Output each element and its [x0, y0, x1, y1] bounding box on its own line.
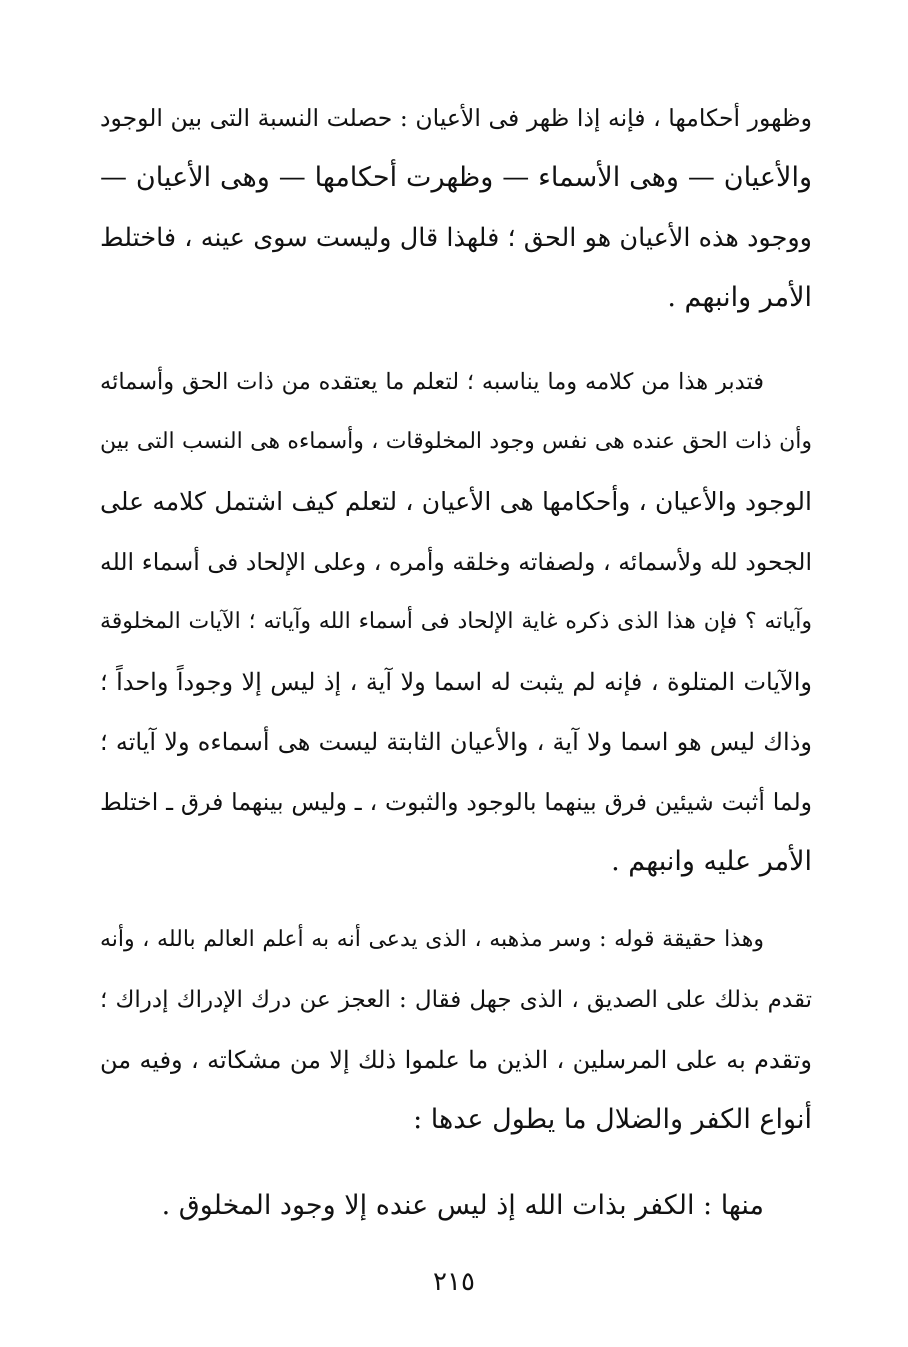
- text-line: وذاك ليس هو اسما ولا آية ، والأعيان الثابتة ليست هى أسماءه ولا آياته ؛: [100, 728, 812, 756]
- text-line: ووجود هذه الأعيان هو الحق ؛ فلهذا قال وليست سوى عينه ، فاختلط: [100, 223, 812, 253]
- text-line: والأعيان — وهى الأسماء — وظهرت أحكامها — وهى الأعيان —: [100, 162, 812, 193]
- paragraph-2: [100, 352, 812, 892]
- text-line: أنواع الكفر والضلال ما يطول عدها :: [413, 1104, 812, 1135]
- page-number: ٢١٥: [433, 1267, 475, 1297]
- text-line: ولما أثبت شيئين فرق بينهما بالوجود والثبوت ، ـ وليس بينهما فرق ـ اختلط: [100, 788, 812, 816]
- text-line: وهذا حقيقة قوله : وسر مذهبه ، الذى يدعى أنه به أعلم العالم بالله ، وأنه: [100, 927, 764, 952]
- text-line: وظهور أحكامها ، فإنه إذا ظهر فى الأعيان : حصلت النسبة التى بين الوجود: [100, 104, 812, 132]
- text-line: وتقدم به على المرسلين ، الذين ما علموا ذلك إلا من مشكاته ، وفيه من: [100, 1046, 812, 1074]
- paragraph-4: [100, 1176, 812, 1236]
- text-line: الجحود لله ولأسمائه ، ولصفاته وخلقه وأمره ، وعلى الإلحاد فى أسماء الله: [100, 548, 812, 576]
- text-line: الوجود والأعيان ، وأحكامها هى الأعيان ، لتعلم كيف اشتمل كلامه على: [100, 487, 812, 516]
- text-line: والآيات المتلوة ، فإنه لم يثبت له اسما ولا آية ، إذ ليس إلا وجوداً واحداً ؛: [100, 668, 812, 696]
- text-line: تقدم بذلك على الصديق ، الذى جهل فقال : العجز عن درك الإدراك إدراك ؛: [100, 987, 812, 1013]
- text-line: منها : الكفر بذات الله إذ ليس عنده إلا وجود المخلوق .: [161, 1190, 764, 1221]
- paragraph-1: [100, 88, 812, 328]
- text-line: فتدبر هذا من كلامه وما يناسبه ؛ لتعلم ما يعتقده من ذات الحق وأسمائه: [100, 369, 764, 395]
- text-line: الأمر عليه وانبهم .: [611, 846, 812, 877]
- text-line: وآياته ؟ فإن هذا الذى ذكره غاية الإلحاد فى أسماء الله وآياته ؛ الآيات المخلوقة: [100, 609, 812, 634]
- text-line: الأمر وانبهم .: [667, 282, 812, 313]
- paragraph-3: [100, 910, 812, 1150]
- text-line: وأن ذات الحق عنده هى نفس وجود المخلوقات ، وأسماءه هى النسب التى بين: [100, 429, 812, 454]
